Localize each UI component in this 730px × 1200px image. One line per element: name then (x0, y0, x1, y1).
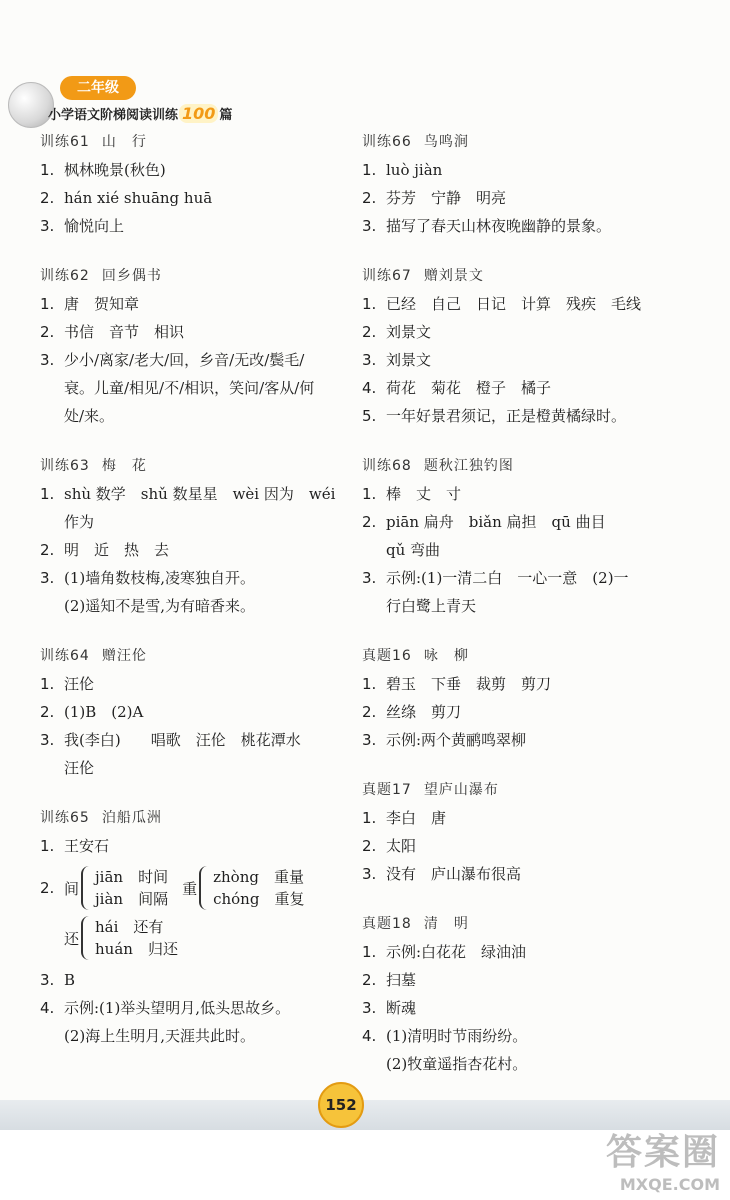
watermark-logo: 答案圈 (605, 1132, 720, 1173)
answer-text: B (64, 971, 76, 989)
section-title (40, 128, 350, 156)
question-number: 2. (362, 971, 377, 989)
answer-section (40, 642, 350, 782)
answer-text: 芬芳 宁静 明亮 (386, 189, 507, 207)
question-number: 1. (362, 943, 377, 961)
answer-line (362, 318, 692, 346)
answer-line (40, 536, 350, 564)
answer-line (362, 290, 692, 318)
answer-line (40, 592, 350, 620)
answer-line (40, 184, 350, 212)
answer-line (40, 564, 350, 592)
polyphone-reading: zhòng 重量 (213, 868, 304, 886)
series-title-number: 100 (179, 104, 218, 123)
answer-text: 行白鹭上青天 (386, 597, 477, 615)
polyphone-reading: huán 归还 (95, 940, 178, 958)
answer-section (362, 128, 692, 240)
answer-line (362, 698, 692, 726)
answer-section (40, 262, 350, 430)
question-number: 3. (40, 351, 55, 369)
answer-text: 示例:(1)举头望明月,低头思故乡。 (64, 999, 291, 1017)
question-number: 1. (362, 295, 377, 313)
answer-text: qǔ 弯曲 (386, 541, 441, 559)
answer-text: 示例:两个黄鹂鸣翠柳 (386, 731, 527, 749)
answer-line (362, 564, 692, 592)
answer-text: (1)墙角数枝梅,凌寒独自开。 (64, 569, 256, 587)
section-poem-title: 题秋江独钓图 (423, 458, 514, 474)
watermark-url: MXQE.COM (619, 1175, 720, 1194)
answer-text: 王安石 (64, 837, 110, 855)
question-number: 2. (362, 189, 377, 207)
answer-text: luò jiàn (386, 161, 443, 179)
answer-text: 太阳 (386, 837, 417, 855)
answer-line (362, 994, 692, 1022)
answer-line (40, 754, 350, 782)
question-number: 3. (40, 217, 55, 235)
section-poem-title: 赠刘景文 (423, 268, 484, 284)
answer-text: 刘景文 (386, 323, 432, 341)
section-label: 训练63 (40, 458, 90, 474)
question-number: 3. (362, 731, 377, 749)
answer-text: 汪伦 (64, 675, 95, 693)
answer-text: 丝绦 剪刀 (386, 703, 462, 721)
answer-line (40, 1022, 350, 1050)
answer-text: 棒 丈 寸 (386, 485, 462, 503)
polyphone-brace (182, 866, 304, 910)
question-number: 1. (40, 485, 55, 503)
question-number: 3. (40, 569, 55, 587)
answer-line (362, 184, 692, 212)
answer-text: 书信 音节 相识 (64, 323, 185, 341)
brace-icon (81, 916, 91, 960)
answer-line (362, 670, 692, 698)
answer-line (40, 374, 350, 402)
answer-line (362, 508, 692, 536)
section-label: 训练62 (40, 268, 90, 284)
section-title (362, 642, 692, 670)
answer-line (362, 480, 692, 508)
section-title (362, 128, 692, 156)
series-title-prefix: 小学语文阶梯阅读训练 (48, 108, 179, 123)
answer-section (362, 642, 692, 754)
question-number: 2. (362, 323, 377, 341)
question-number: 1. (40, 675, 55, 693)
site-watermark (606, 1124, 720, 1194)
question-number: 4. (362, 379, 377, 397)
section-title (362, 452, 692, 480)
answer-text: 描写了春天山林夜晚幽静的景象。 (386, 217, 612, 235)
answer-text: (1)B (2)A (64, 703, 144, 721)
answer-line (40, 346, 350, 374)
polyphone-reading: hái 还有 (95, 918, 164, 936)
answer-line (362, 726, 692, 754)
answer-text: 示例:(1)一清二白 一心一意 (2)一 (386, 569, 629, 587)
series-title (48, 104, 232, 123)
polyphone-brace (64, 866, 168, 910)
question-number: 2. (362, 703, 377, 721)
answer-section (40, 452, 350, 620)
answer-line (40, 726, 350, 754)
answer-line (40, 402, 350, 430)
answer-line (362, 536, 692, 564)
question-number: 2. (40, 879, 55, 897)
section-title (362, 776, 692, 804)
answer-text: (2)海上生明月,天涯共此时。 (64, 1027, 256, 1045)
question-number: 3. (362, 217, 377, 235)
book-header (8, 64, 238, 134)
question-number: 1. (40, 837, 55, 855)
page-number: 152 (318, 1082, 364, 1128)
answer-text: (1)清明时节雨纷纷。 (386, 1027, 528, 1045)
question-number: 3. (362, 999, 377, 1017)
answer-text: 处/来。 (64, 407, 115, 425)
answer-line (362, 860, 692, 888)
answer-column-left (40, 128, 350, 1072)
answer-text: 李白 唐 (386, 809, 447, 827)
polyphone-reading: chóng 重复 (213, 890, 305, 908)
question-number: 3. (362, 351, 377, 369)
section-title (362, 910, 692, 938)
question-number: 3. (40, 731, 55, 749)
answer-line (40, 318, 350, 346)
answer-text: (2)牧童遥指杏花村。 (386, 1055, 528, 1073)
section-poem-title: 梅 花 (101, 458, 147, 474)
answer-line (362, 592, 692, 620)
answer-line (362, 966, 692, 994)
answer-text: 扫墓 (386, 971, 417, 989)
question-number: 2. (40, 189, 55, 207)
answer-line (362, 212, 692, 240)
answer-line (40, 156, 350, 184)
section-label: 真题18 (362, 916, 412, 932)
polyphone-char: 间 (64, 879, 80, 898)
answer-text: 枫林晚景(秋色) (64, 161, 166, 179)
section-poem-title: 咏 柳 (423, 648, 469, 664)
answer-text: 我(李白) 唱歌 汪伦 桃花潭水 (64, 731, 301, 749)
answer-line (362, 156, 692, 184)
polyphone-reading: jiān 时间 (95, 868, 169, 886)
section-label: 训练66 (362, 134, 412, 150)
answer-text: 少小/离家/老大/回，乡音/无改/鬓毛/ (64, 351, 305, 369)
answer-text: 示例:白花花 绿油油 (386, 943, 527, 961)
section-title (40, 262, 350, 290)
polyphone-brace (64, 916, 178, 960)
question-number: 2. (362, 837, 377, 855)
question-number: 1. (40, 161, 55, 179)
answer-line (40, 966, 350, 994)
answer-text: hán xié shuāng huā (64, 189, 213, 207)
answer-section (362, 910, 692, 1078)
brace-icon (81, 866, 91, 910)
answer-line (362, 374, 692, 402)
section-poem-title: 山 行 (101, 134, 147, 150)
section-title (362, 262, 692, 290)
polyphone-row (40, 866, 350, 910)
answer-line (40, 670, 350, 698)
answer-text: 已经 自己 日记 计算 残疾 毛线 (386, 295, 642, 313)
answer-text: 唐 贺知章 (64, 295, 140, 313)
series-title-suffix: 篇 (219, 108, 233, 123)
section-title (40, 642, 350, 670)
section-poem-title: 清 明 (423, 916, 469, 932)
answer-line (362, 832, 692, 860)
answer-line (362, 402, 692, 430)
answer-line (40, 994, 350, 1022)
question-number: 4. (40, 999, 55, 1017)
polyphone-char: 还 (64, 929, 80, 948)
answer-line (362, 804, 692, 832)
section-label: 训练61 (40, 134, 90, 150)
section-poem-title: 望庐山瀑布 (423, 782, 499, 798)
question-number: 1. (40, 295, 55, 313)
answer-text: 愉悦向上 (64, 217, 125, 235)
answer-line (40, 508, 350, 536)
section-title (40, 804, 350, 832)
polyphone-reading: jiàn 间隔 (95, 890, 169, 908)
section-label: 训练65 (40, 810, 90, 826)
answer-text: 碧玉 下垂 裁剪 剪刀 (386, 675, 552, 693)
answer-line (40, 698, 350, 726)
section-title (40, 452, 350, 480)
answer-text: 荷花 菊花 橙子 橘子 (386, 379, 552, 397)
answer-text: 断魂 (386, 999, 417, 1017)
question-number: 1. (362, 675, 377, 693)
answer-section (362, 262, 692, 430)
question-number: 4. (362, 1027, 377, 1045)
question-number: 2. (40, 703, 55, 721)
question-number: 1. (362, 485, 377, 503)
section-poem-title: 赠汪伦 (101, 648, 147, 664)
section-poem-title: 泊船瓜洲 (101, 810, 162, 826)
answer-line (362, 938, 692, 966)
answer-section (40, 804, 350, 1050)
question-number: 5. (362, 407, 377, 425)
question-number: 3. (40, 971, 55, 989)
answer-text: 汪伦 (64, 759, 95, 777)
question-number: 1. (362, 809, 377, 827)
question-number: 2. (40, 541, 55, 559)
question-number: 2. (362, 513, 377, 531)
answer-line (362, 1050, 692, 1078)
answer-text: 明 近 热 去 (64, 541, 170, 559)
section-label: 训练68 (362, 458, 412, 474)
grade-badge: 二年级 (60, 76, 136, 100)
answer-line (40, 212, 350, 240)
answer-text: shù 数学 shǔ 数星星 wèi 因为 wéi (64, 485, 336, 503)
question-number: 3. (362, 569, 377, 587)
answer-section (362, 452, 692, 620)
answer-line (40, 832, 350, 860)
answer-line (362, 346, 692, 374)
answer-section (40, 128, 350, 240)
answer-text: (2)遥知不是雪,为有暗香来。 (64, 597, 256, 615)
answer-text: piān 扁舟 biǎn 扁担 qū 曲目 (386, 513, 606, 531)
answer-line (40, 480, 350, 508)
question-number: 2. (40, 323, 55, 341)
answer-text: 作为 (64, 513, 95, 531)
section-poem-title: 回乡偶书 (101, 268, 162, 284)
section-label: 训练67 (362, 268, 412, 284)
answer-column-right (362, 128, 692, 1100)
answer-text: 一年好景君须记，正是橙黄橘绿时。 (386, 407, 627, 425)
section-label: 真题17 (362, 782, 412, 798)
answer-line (362, 1022, 692, 1050)
question-number: 3. (362, 865, 377, 883)
answer-text: 刘景文 (386, 351, 432, 369)
section-label: 训练64 (40, 648, 90, 664)
answer-text: 衰。儿童/相见/不/相识，笑问/客从/何 (64, 379, 315, 397)
question-number: 1. (362, 161, 377, 179)
answer-section (362, 776, 692, 888)
polyphone-char: 重 (182, 879, 198, 898)
section-label: 真题16 (362, 648, 412, 664)
brace-icon (199, 866, 209, 910)
answer-line (40, 290, 350, 318)
polyphone-row (40, 916, 350, 960)
answer-text: 没有 庐山瀑布很高 (386, 865, 522, 883)
section-poem-title: 鸟鸣涧 (423, 134, 469, 150)
